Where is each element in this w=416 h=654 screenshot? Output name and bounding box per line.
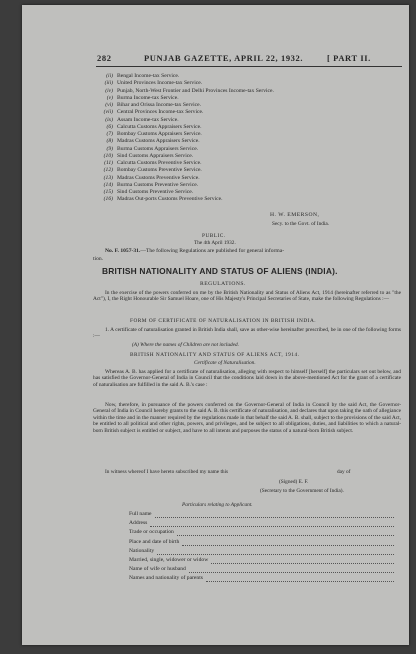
gazette-name: PUNJAB GAZETTE, APRIL 22, 1932.	[144, 53, 304, 63]
field-dotted-line	[157, 554, 394, 555]
field-row	[129, 548, 397, 557]
field-row	[129, 529, 397, 538]
service-item	[101, 109, 274, 116]
service-number: (11)	[104, 160, 113, 166]
signatory-name: H. W. EMERSON,	[270, 212, 320, 218]
service-number: (14)	[103, 181, 113, 188]
intro-paragraph: In the exercise of the powers conferred on me by the British Nationality and Status of Aliens Act, 1914 (hereinafter referred to as "the Act"), I, the Right Honourable Sir Samuel Hoare, one of His Majesty's Principal Secretaries of State, make the following Regulations :—	[93, 290, 401, 303]
gazette-page	[22, 5, 409, 645]
field-label: Place and date of birth	[129, 538, 180, 545]
service-item	[101, 138, 274, 145]
service-label: Bombay Customs Appraisers Service.	[117, 131, 202, 137]
whereas-paragraph: Whereas A. B. has applied for a certificate of naturalisation, alleging with respect to himself [herself] the particulars set out below, and has satisfied the Governor-General of India in Council that the conditions laid down in the above-mentioned Act for the grant of a certificate of naturalisation are fulfilled in the said A. B.'s case :	[93, 369, 401, 388]
service-item	[101, 153, 274, 160]
field-label: Address	[129, 520, 148, 527]
notification-text-cont: tion.	[93, 256, 104, 262]
service-label: Calcutta Customs Appraisers Service.	[117, 123, 202, 130]
service-label: Burma Income-tax Service.	[117, 94, 179, 101]
certificate-heading: Certificate of Naturalisation.	[194, 360, 256, 366]
service-label: Madras Customs Preventive Service.	[117, 174, 200, 181]
secretary-designation: (Secretary to the Government of India).	[260, 488, 344, 494]
service-number: (15)	[103, 189, 113, 195]
field-dotted-line	[177, 535, 394, 536]
field-dotted-line	[150, 526, 394, 527]
clause-1: 1. A certificate of naturalisation granted in British India shall, save as other-wise hereinafter prescribed, be in one of the following forms :—	[93, 327, 401, 340]
field-row	[129, 511, 397, 520]
service-label: Bengal Income-tax Service.	[117, 73, 180, 79]
act-heading: BRITISH NATIONALITY AND STATUS OF ALIENS ACT, 1914.	[130, 352, 300, 358]
service-number: (9)	[106, 145, 113, 152]
main-title: BRITISH NATIONALITY AND STATUS OF ALIENS (INDIA).	[102, 266, 338, 276]
service-label: United Provinces Income-tax Service.	[117, 80, 203, 87]
service-item	[101, 175, 274, 182]
service-label: Central Provinces Income-tax Service.	[117, 109, 204, 116]
field-row	[129, 520, 397, 529]
field-label: Nationality	[129, 547, 155, 554]
service-label: Sind Customs Appraisers Service.	[117, 152, 194, 159]
service-item	[101, 95, 274, 102]
header-rule	[96, 66, 402, 67]
witness-text: In witness whereof I have hereto subscribed my name this	[105, 469, 229, 475]
field-dotted-line	[155, 517, 394, 518]
service-item	[101, 146, 274, 153]
field-row	[129, 539, 397, 548]
service-item	[101, 124, 274, 131]
service-number: (16)	[103, 196, 113, 203]
signed-line: (Signed) E. F.	[279, 479, 309, 485]
service-label: Assam Income-tax Service.	[117, 116, 179, 123]
field-dotted-line	[182, 545, 394, 546]
field-dotted-line	[206, 581, 394, 582]
service-number: (vi)	[105, 102, 113, 108]
service-label: Calcutta Customs Preventive Service.	[117, 160, 202, 166]
form-heading: FORM OF CERTIFICATE OF NATURALISATION IN BRITISH INDIA.	[130, 318, 317, 324]
page-number: 282	[97, 53, 112, 63]
service-item	[101, 88, 274, 95]
service-label: Burma Customs Appraisers Service.	[117, 145, 199, 152]
field-label: Full name	[129, 511, 152, 517]
field-row	[129, 566, 397, 575]
service-number: (ii)	[106, 73, 113, 79]
service-number: (10)	[103, 152, 113, 159]
particulars-heading: Particulars relating to Applicant.	[182, 502, 253, 508]
service-number: (ix)	[105, 116, 113, 123]
service-label: Madras Out-ports Customs Preventive Service.	[117, 196, 223, 203]
service-number: (12)	[103, 167, 113, 174]
service-label: Sind Customs Preventive Service.	[117, 189, 194, 195]
service-number: (iv)	[105, 87, 113, 94]
service-item	[101, 117, 274, 124]
services-list	[101, 73, 274, 204]
notification-text: —The following Regulations are published for general informa-	[140, 248, 285, 254]
service-label: Burma Customs Preventive Service.	[117, 181, 199, 188]
field-label: Married, single, widower or widow	[129, 557, 209, 563]
service-label: Bihar and Orissa Income-tax Service.	[117, 102, 202, 108]
service-item	[101, 167, 274, 174]
notification-line	[105, 248, 284, 254]
field-dotted-line	[189, 572, 394, 573]
regulations-heading: REGULATIONS.	[200, 281, 246, 287]
field-label: Names and nationality of parents	[129, 575, 203, 582]
service-number: (v)	[106, 94, 113, 101]
service-item	[101, 80, 274, 87]
service-number: (iii)	[104, 80, 113, 87]
service-number: (13)	[103, 174, 113, 181]
service-label: Punjab, North-West Frontier and Delhi Provinces Income-tax Service.	[117, 87, 274, 94]
field-label: Trade or occupation	[129, 529, 174, 536]
service-number: (7)	[106, 131, 113, 137]
witness-day: day of	[337, 469, 351, 475]
signatory-designation: Secy. to the Govt. of India.	[272, 221, 330, 227]
service-item	[101, 182, 274, 189]
field-label: Name of wife or husband	[129, 566, 186, 573]
notification-number: No. F. 1057-31.	[105, 248, 141, 254]
service-label: Bombay Customs Preventive Service.	[117, 167, 202, 174]
service-label: Madras Customs Appraisers Service.	[117, 138, 200, 145]
clause-a: (A) Where the names of Children are not included.	[132, 342, 239, 348]
service-number: (8)	[106, 138, 113, 145]
field-dotted-line	[211, 563, 394, 564]
part-label: [ PART II.	[327, 53, 371, 63]
service-number: (vii)	[103, 109, 113, 116]
service-number: (6)	[106, 123, 113, 130]
date-line: The 4th April 1932.	[194, 240, 236, 246]
field-row	[129, 557, 397, 566]
department: PUBLIC.	[202, 233, 226, 239]
service-item	[101, 196, 274, 203]
now-paragraph: Now, therefore, in pursuance of the powers conferred on the Governor-General of India in Council by the said Act, the Governor-General of India in Council hereby grants to the said A. B. this certificate of naturalisation, and declares that upon taking the oath of allegiance within the time and in the manner required by the regulations made in that behalf the said A. B. shall, subject to the provisions of the said Act, be entitled to all political and other rights, powers, and privileges, and be subject to all obligations, duties, and liabilities to which a natural-born British subject is entitled or subject, and have to all intents and purposes the status of a natural-born British subject.	[93, 402, 401, 434]
field-row	[129, 575, 397, 584]
